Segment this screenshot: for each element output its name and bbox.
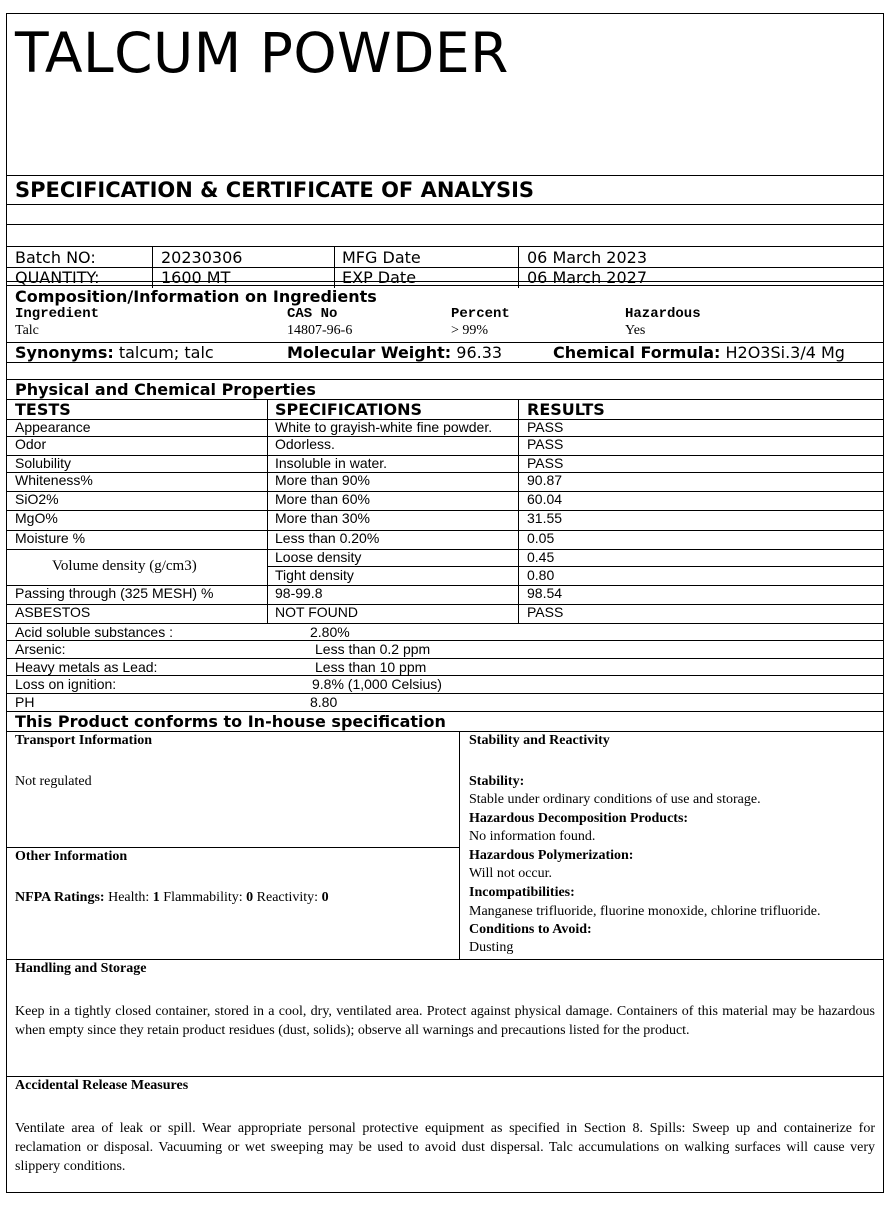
stability-heading: Stability and Reactivity	[469, 733, 610, 748]
composition-heading: Composition/Information on Ingredients	[15, 287, 377, 306]
loose-density-value: 0.45	[527, 549, 555, 565]
conformity-statement: This Product conforms to In-house specification	[15, 712, 446, 731]
composition-header-ingredient: Ingredient	[15, 306, 100, 322]
test-result: PASS	[527, 604, 564, 620]
table-row	[7, 530, 883, 549]
exp-date-value: 06 March 2027	[527, 268, 648, 287]
table-row	[7, 585, 883, 604]
test-name: Whiteness%	[15, 472, 93, 488]
specifications-header: SPECIFICATIONS	[275, 400, 423, 419]
table-row	[7, 419, 883, 436]
stability-item-text: No information found.	[469, 829, 596, 844]
chemical-formula	[553, 343, 845, 362]
handling-section	[7, 959, 883, 1076]
test-specification: More than 30%	[275, 510, 370, 526]
molecular-weight	[287, 343, 502, 362]
density-row	[7, 549, 883, 585]
composition-hazardous: Yes	[625, 323, 646, 338]
test-result: 90.87	[527, 472, 563, 488]
stability-item-text: Will not occur.	[469, 866, 553, 881]
test-specification: More than 60%	[275, 491, 370, 507]
test-result: PASS	[527, 419, 564, 435]
composition-percent: > 99%	[451, 323, 489, 338]
property-label: Arsenic:	[15, 641, 66, 657]
property-value: 2.80%	[310, 624, 350, 640]
test-specification: Less than 0.20%	[275, 530, 380, 546]
test-specification: Odorless.	[275, 436, 335, 452]
composition-section	[7, 285, 883, 341]
table-row	[7, 604, 883, 623]
extra-property-row	[7, 658, 883, 675]
test-name: Passing through (325 MESH) %	[15, 585, 214, 601]
test-result: PASS	[527, 436, 564, 452]
stability-item-label: Hazardous Decomposition Products:	[469, 811, 689, 826]
document-title: TALCUM POWDER	[15, 21, 509, 85]
table-row	[7, 436, 883, 455]
property-label: PH	[15, 694, 35, 710]
test-specification: NOT FOUND	[275, 604, 358, 620]
stability-item-label: Hazardous Polymerization:	[469, 848, 634, 863]
property-label: Heavy metals as Lead:	[15, 659, 158, 675]
composition-cas: 14807-96-6	[287, 323, 353, 338]
test-name: Solubility	[15, 455, 72, 471]
flammability-label: Flammability:	[163, 890, 243, 905]
handling-heading: Handling and Storage	[15, 961, 147, 976]
density-label: Volume density (g/cm3)	[52, 558, 197, 574]
health-label: Health:	[108, 890, 150, 905]
synonyms-value: talcum; talc	[118, 343, 214, 362]
table-row	[7, 491, 883, 510]
quantity-label: QUANTITY:	[15, 268, 100, 287]
extra-property-row	[7, 693, 883, 710]
physical-heading-row	[7, 379, 883, 399]
loose-density-label: Loose density	[275, 549, 362, 565]
mfg-date-value: 06 March 2023	[527, 248, 648, 267]
handling-text: Keep in a tightly closed container, stored in a cool, dry, ventilated area. Protect against physical damage. Containers of this material may be hazardous when empty since they retain product residues (dust, solids); observe all warnings and precautions listed for the product.	[15, 1004, 875, 1038]
release-section	[7, 1076, 883, 1192]
batch-label: Batch NO:	[15, 248, 96, 267]
stability-item-label: Incompatibilities:	[469, 885, 575, 900]
health-value: 1	[152, 890, 160, 905]
physical-heading: Physical and Chemical Properties	[15, 380, 316, 399]
stability-item-text: Stable under ordinary conditions of use and storage.	[469, 792, 761, 807]
extra-property-row	[7, 623, 883, 640]
subtitle-row	[7, 175, 883, 204]
exp-date-label: EXP Date	[342, 268, 417, 287]
molecular-weight-value: 96.33	[456, 343, 503, 362]
stability-item-label: Conditions to Avoid:	[469, 922, 592, 937]
nfpa-ratings	[15, 890, 329, 906]
composition-header-hazardous: Hazardous	[625, 306, 701, 322]
conformity-row	[7, 711, 883, 731]
tight-density-label: Tight density	[275, 567, 354, 583]
property-value: Less than 0.2 ppm	[315, 641, 431, 657]
table-row	[7, 510, 883, 530]
test-result: 0.05	[527, 530, 555, 546]
transport-text: Not regulated	[15, 774, 92, 789]
reactivity-label: Reactivity:	[256, 890, 319, 905]
flammability-value: 0	[246, 890, 254, 905]
test-result: 60.04	[527, 491, 563, 507]
extra-property-row	[7, 675, 883, 692]
release-text: Ventilate area of leak or spill. Wear appropriate personal protective equipment as specified in Section 8. Spills: Sweep up and containerize for reclamation or disposal. Vacuuming or wet sweeping may be used to avoid dust dispersal. Talc accumulations on walking surfaces will cause very slippery conditions.	[15, 1121, 875, 1174]
molecular-weight-label: Molecular Weight:	[287, 343, 452, 362]
test-specification: 98-99.8	[275, 585, 323, 601]
composition-header-percent: Percent	[451, 306, 510, 322]
chemical-formula-value: H2O3Si.3/4 Mg	[725, 343, 845, 362]
tight-density-value: 0.80	[527, 567, 555, 583]
release-heading: Accidental Release Measures	[15, 1078, 189, 1093]
composition-ingredient: Talc	[15, 323, 39, 338]
property-label: Loss on ignition:	[15, 676, 117, 692]
synonyms-label: Synonyms:	[15, 343, 114, 362]
chemical-formula-label: Chemical Formula:	[553, 343, 721, 362]
reactivity-value: 0	[321, 890, 329, 905]
results-header: RESULTS	[527, 400, 605, 419]
test-name: Odor	[15, 436, 47, 452]
tests-header: TESTS	[15, 400, 71, 419]
batch-row	[7, 246, 883, 267]
test-name: MgO%	[15, 510, 58, 526]
property-value: 9.8% (1,000 Celsius)	[312, 676, 442, 692]
transport-heading: Transport Information	[15, 733, 153, 748]
mfg-date-label: MFG Date	[342, 248, 421, 267]
extra-property-row	[7, 640, 883, 657]
test-result: 31.55	[527, 510, 563, 526]
stability-item-text: Manganese trifluoride, fluorine monoxide, chlorine trifluoride.	[469, 904, 821, 919]
synonyms	[15, 343, 214, 362]
property-label: Acid soluble substances :	[15, 624, 173, 640]
test-result: PASS	[527, 455, 564, 471]
other-info-heading: Other Information	[15, 849, 128, 864]
test-name: SiO2%	[15, 491, 59, 507]
document-subtitle: SPECIFICATION & CERTIFICATE OF ANALYSIS	[15, 178, 535, 202]
synonyms-row	[7, 342, 883, 362]
table-row	[7, 455, 883, 472]
certificate-document	[6, 13, 884, 1193]
stability-item-text: Dusting	[469, 940, 514, 955]
info-grid	[7, 731, 883, 959]
test-specification: More than 90%	[275, 472, 370, 488]
stability-item-label: Stability:	[469, 774, 525, 789]
test-name: Moisture %	[15, 530, 86, 546]
physical-table	[7, 399, 883, 623]
test-name: ASBESTOS	[15, 604, 91, 620]
property-value: 8.80	[310, 694, 338, 710]
test-name: Appearance	[15, 419, 91, 435]
test-specification: White to grayish-white fine powder.	[275, 419, 493, 435]
table-row	[7, 472, 883, 491]
property-value: Less than 10 ppm	[315, 659, 427, 675]
test-specification: Insoluble in water.	[275, 455, 388, 471]
test-result: 98.54	[527, 585, 563, 601]
batch-value: 20230306	[161, 248, 243, 267]
quantity-value: 1600 MT	[161, 268, 231, 287]
nfpa-label: NFPA Ratings:	[15, 890, 105, 905]
composition-header-cas: CAS No	[287, 306, 338, 322]
